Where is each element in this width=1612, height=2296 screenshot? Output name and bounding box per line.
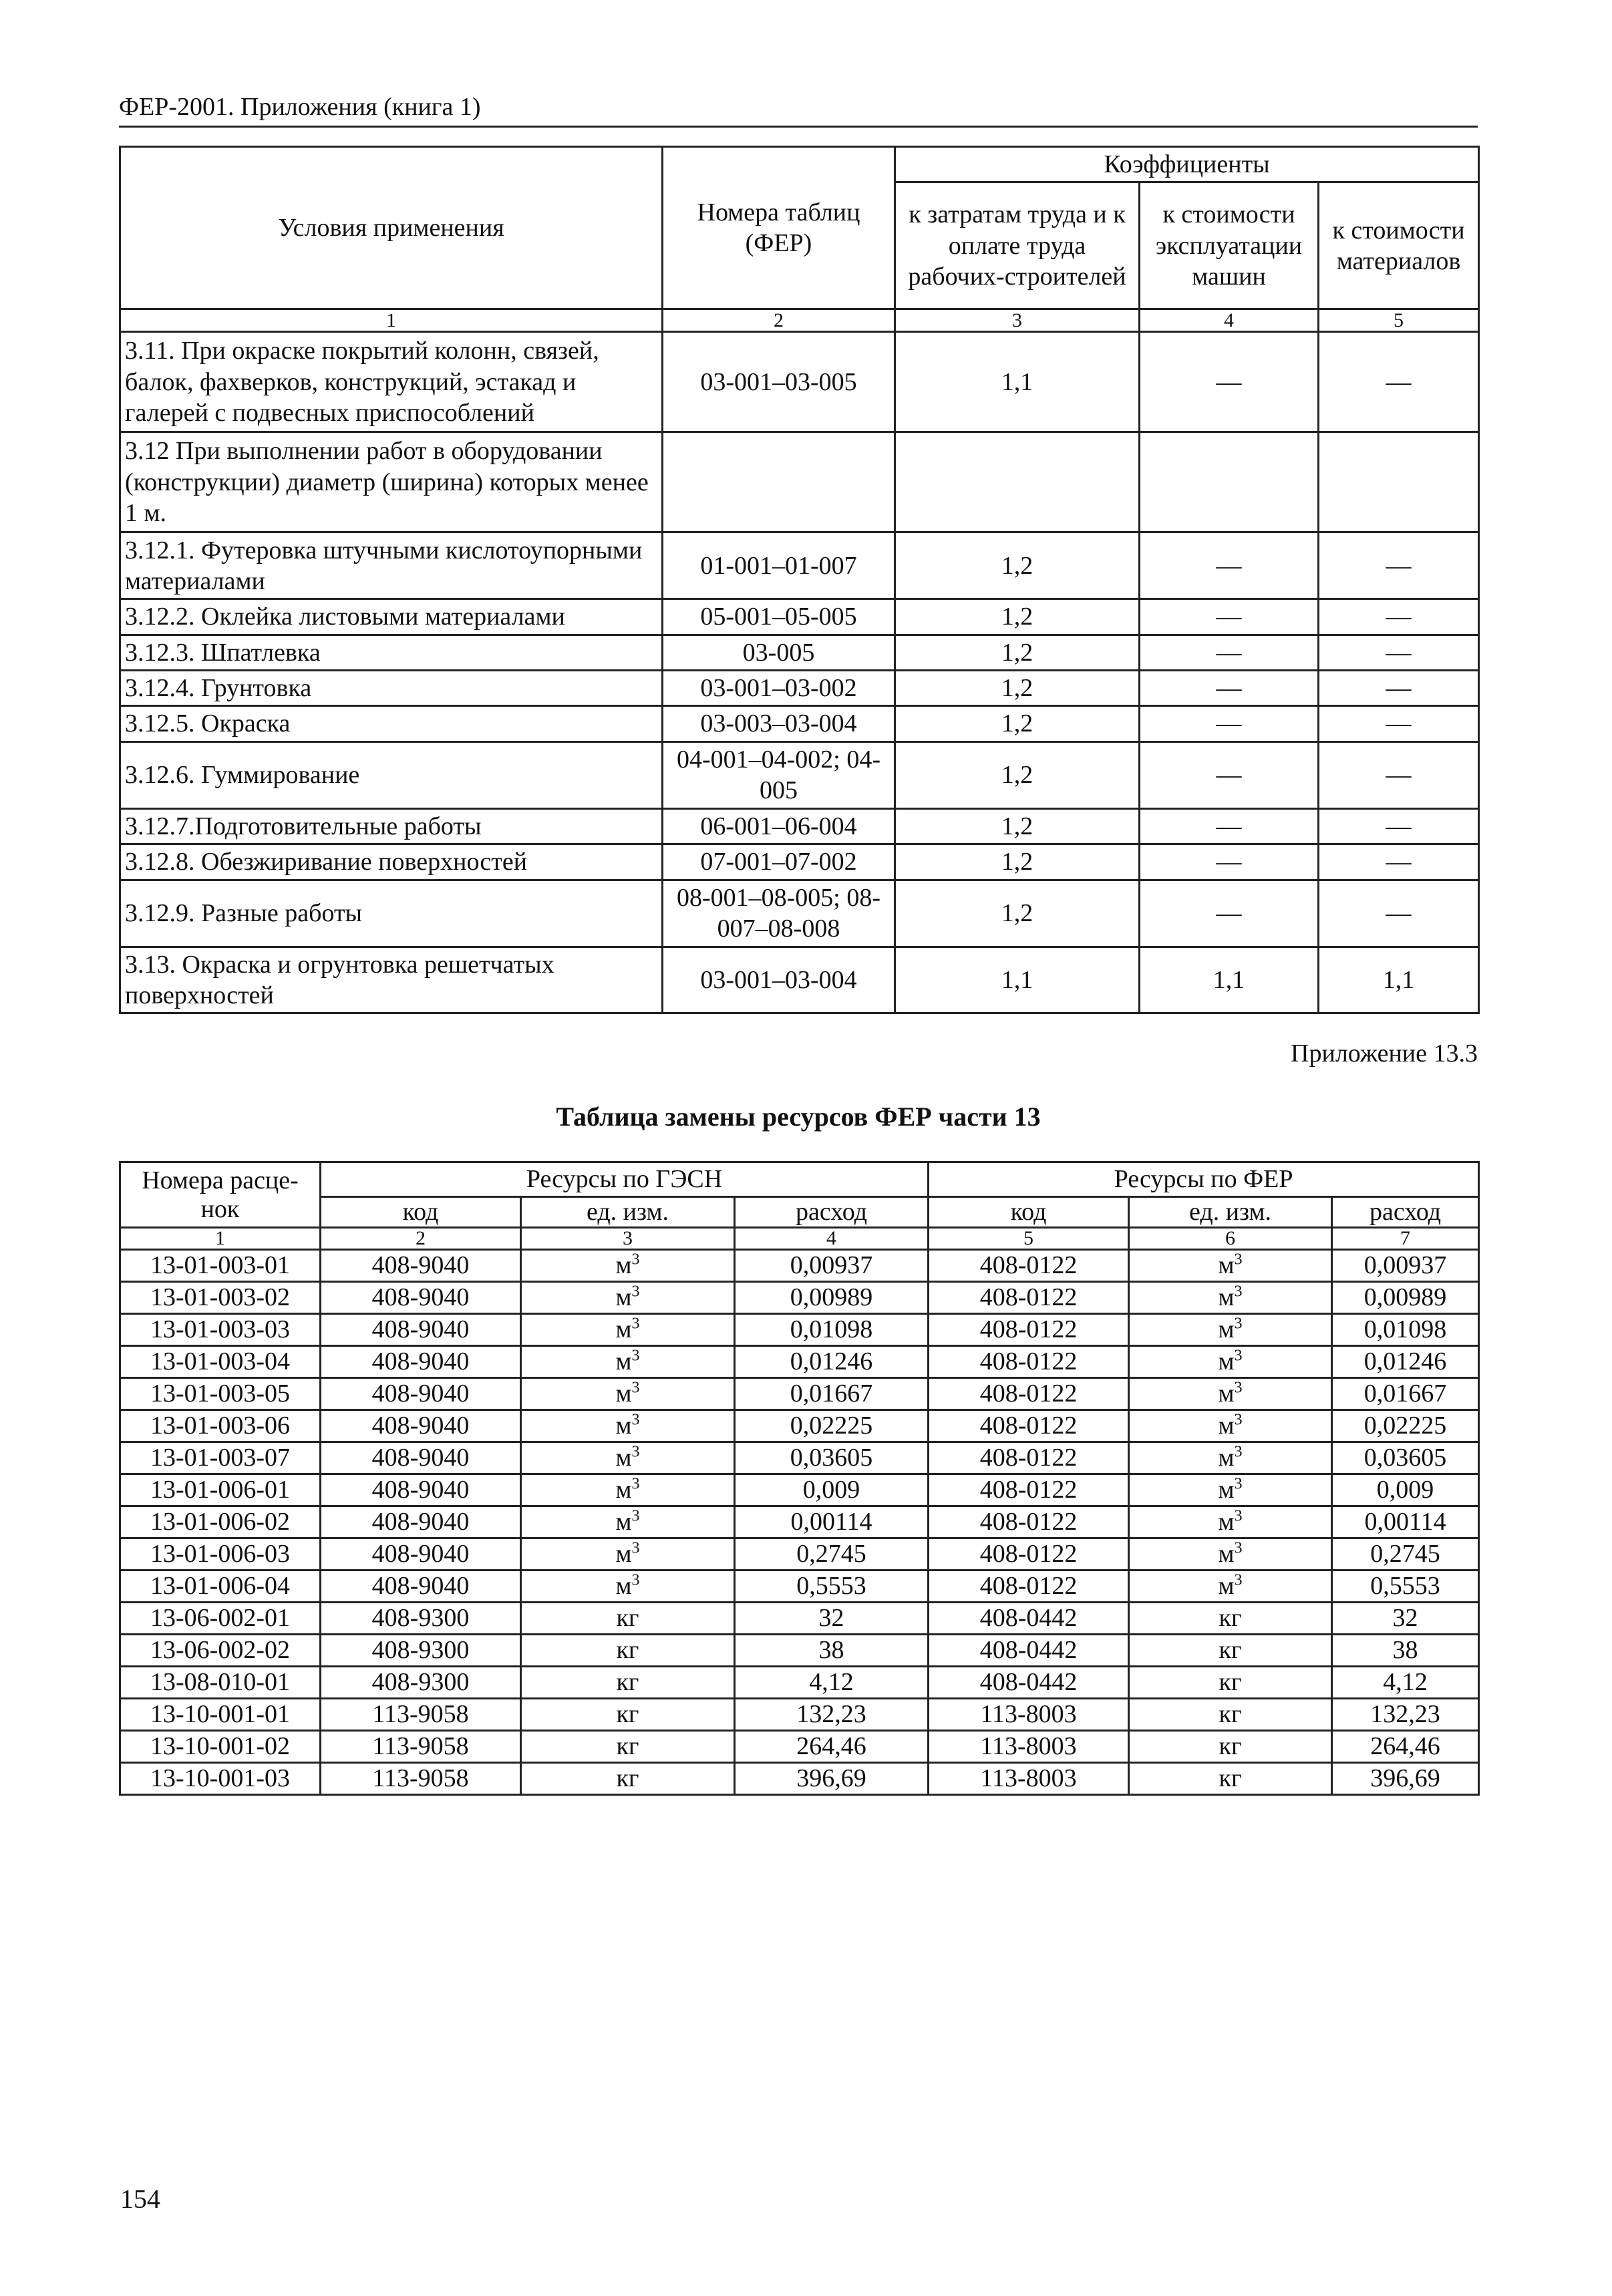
table-numbers-cell: 01-001–01-007 (663, 532, 895, 599)
col-header-consumption: расход (1332, 1197, 1479, 1228)
gesn-unit-cell (521, 1763, 735, 1795)
materials-coefficient-cell: — (1319, 880, 1479, 947)
col-number: 2 (663, 309, 895, 332)
fer-unit-cell (1129, 1506, 1332, 1538)
table-row (120, 1667, 1479, 1699)
rate-number-cell: 13-10-001-03 (120, 1763, 321, 1795)
rate-number-cell: 13-01-003-05 (120, 1378, 321, 1410)
gesn-consumption-cell: 0,03605 (735, 1442, 929, 1474)
unit-text: кг (616, 1764, 639, 1793)
gesn-consumption-cell: 38 (735, 1635, 929, 1667)
group-header-gesn: Ресурсы по ГЭСН (321, 1162, 929, 1197)
gesn-consumption-cell: 32 (735, 1603, 929, 1635)
materials-coefficient-cell: — (1319, 599, 1479, 635)
col-number: 1 (120, 309, 663, 332)
table-row (120, 1571, 1479, 1603)
fer-code-cell: 408-0122 (929, 1250, 1129, 1282)
gesn-consumption-cell: 0,2745 (735, 1538, 929, 1571)
table-row (120, 947, 1479, 1013)
unit-text: м (1218, 1347, 1235, 1376)
table-row (120, 1410, 1479, 1442)
unit-exponent: 3 (631, 1539, 640, 1557)
col-header-materials: к стоимости материалов (1319, 182, 1479, 309)
gesn-code-cell: 408-9300 (321, 1635, 521, 1667)
condition-cell: 3.12.7.Подготовительные работы (120, 808, 663, 844)
gesn-code-cell: 113-9058 (321, 1699, 521, 1731)
unit-exponent: 3 (1234, 1507, 1243, 1525)
gesn-code-cell: 408-9040 (321, 1282, 521, 1314)
col-header-code: код (929, 1197, 1129, 1228)
page-number: 154 (120, 2184, 160, 2214)
table-numbers-cell: 03-001–03-002 (663, 671, 895, 706)
col-number: 5 (1319, 309, 1479, 332)
fer-code-cell: 408-0122 (929, 1410, 1129, 1442)
fer-code-cell: 113-8003 (929, 1699, 1129, 1731)
fer-consumption-cell: 0,2745 (1332, 1538, 1479, 1571)
fer-code-cell: 408-0122 (929, 1442, 1129, 1474)
gesn-consumption-cell: 0,5553 (735, 1571, 929, 1603)
unit-text: м (1218, 1283, 1235, 1312)
unit-exponent: 3 (1234, 1443, 1243, 1461)
fer-unit-cell (1129, 1538, 1332, 1571)
unit-exponent: 3 (631, 1443, 640, 1461)
materials-coefficient-cell: 1,1 (1319, 947, 1479, 1013)
gesn-consumption-cell: 0,02225 (735, 1410, 929, 1442)
fer-unit-cell (1129, 1603, 1332, 1635)
table-numbers-cell: 08-001–08-005; 08-007–08-008 (663, 880, 895, 947)
col-header-consumption: расход (735, 1197, 929, 1228)
unit-text: м (615, 1283, 632, 1312)
machines-coefficient-cell: — (1140, 706, 1319, 742)
table-row (120, 706, 1479, 742)
fer-consumption-cell: 396,69 (1332, 1763, 1479, 1795)
table-row (120, 1731, 1479, 1763)
fer-unit-cell (1129, 1635, 1332, 1667)
rate-number-cell: 13-10-001-01 (120, 1699, 321, 1731)
condition-cell: 3.12.6. Гуммирование (120, 742, 663, 808)
rate-number-cell: 13-01-003-02 (120, 1282, 321, 1314)
unit-text: м (1218, 1508, 1235, 1536)
gesn-unit-cell (521, 1635, 735, 1667)
unit-text: кг (616, 1668, 639, 1697)
fer-code-cell: 408-0442 (929, 1635, 1129, 1667)
col-number: 2 (321, 1228, 521, 1250)
table-row (120, 1538, 1479, 1571)
table-row (120, 1474, 1479, 1506)
gesn-consumption-cell: 264,46 (735, 1731, 929, 1763)
unit-text: м (615, 1251, 632, 1280)
fer-consumption-cell: 0,03605 (1332, 1442, 1479, 1474)
table-row (120, 1378, 1479, 1410)
gesn-consumption-cell: 4,12 (735, 1667, 929, 1699)
unit-exponent: 3 (631, 1347, 640, 1365)
gesn-consumption-cell: 0,00114 (735, 1506, 929, 1538)
fer-code-cell: 408-0122 (929, 1346, 1129, 1378)
fer-unit-cell (1129, 1442, 1332, 1474)
table-numbers-cell: 07-001–07-002 (663, 844, 895, 880)
gesn-code-cell: 408-9040 (321, 1346, 521, 1378)
gesn-code-cell: 408-9040 (321, 1538, 521, 1571)
condition-cell: 3.12.4. Грунтовка (120, 671, 663, 706)
machines-coefficient-cell: — (1140, 635, 1319, 670)
unit-text: м (1218, 1444, 1235, 1472)
col-header-coefficients: Коэффициенты (895, 147, 1479, 182)
gesn-unit-cell (521, 1506, 735, 1538)
unit-exponent: 3 (631, 1379, 640, 1397)
table-numbers-cell: 06-001–06-004 (663, 808, 895, 844)
materials-coefficient-cell: — (1319, 706, 1479, 742)
condition-cell: 3.12 При выполнении работ в оборудовании (конструкции) диаметр (ширина) которых менее 1 м. (120, 432, 663, 532)
gesn-unit-cell (521, 1538, 735, 1571)
gesn-consumption-cell: 0,01667 (735, 1378, 929, 1410)
fer-unit-cell (1129, 1763, 1332, 1795)
gesn-unit-cell (521, 1667, 735, 1699)
unit-text: м (1218, 1540, 1235, 1569)
gesn-code-cell: 408-9040 (321, 1442, 521, 1474)
rate-number-cell: 13-10-001-02 (120, 1731, 321, 1763)
rate-number-cell: 13-01-006-01 (120, 1474, 321, 1506)
unit-exponent: 3 (1234, 1571, 1243, 1589)
unit-text: кг (1219, 1700, 1242, 1729)
labor-coefficient-cell: 1,2 (895, 706, 1140, 742)
table-numbers-cell: 04-001–04-002; 04-005 (663, 742, 895, 808)
unit-text: м (615, 1315, 632, 1344)
labor-coefficient-cell: 1,2 (895, 671, 1140, 706)
fer-unit-cell (1129, 1474, 1332, 1506)
col-header-unit: ед. изм. (1129, 1197, 1332, 1228)
col-header-rate-numbers: Номера расце-нок (120, 1162, 321, 1228)
table-numbers-cell: 03-001–03-004 (663, 947, 895, 1013)
gesn-consumption-cell: 0,009 (735, 1474, 929, 1506)
table-row (120, 1763, 1479, 1795)
unit-text: кг (1219, 1732, 1242, 1761)
materials-coefficient-cell: — (1319, 844, 1479, 880)
rate-number-cell: 13-01-003-03 (120, 1314, 321, 1346)
fer-code-cell: 408-0122 (929, 1474, 1129, 1506)
unit-text: м (615, 1572, 632, 1601)
fer-unit-cell (1129, 1571, 1332, 1603)
gesn-code-cell: 408-9040 (321, 1314, 521, 1346)
unit-text: кг (616, 1636, 639, 1665)
rate-number-cell: 13-06-002-02 (120, 1635, 321, 1667)
fer-consumption-cell: 0,01667 (1332, 1378, 1479, 1410)
col-number: 5 (929, 1228, 1129, 1250)
gesn-code-cell: 408-9040 (321, 1410, 521, 1442)
appendix-label: Приложение 13.3 (1291, 1039, 1478, 1068)
table-row (120, 1346, 1479, 1378)
col-header-table-numbers: Номера таблиц (ФЕР) (663, 147, 895, 309)
gesn-unit-cell (521, 1314, 735, 1346)
table-row (120, 1699, 1479, 1731)
table-row (120, 635, 1479, 670)
machines-coefficient-cell (1140, 432, 1319, 532)
gesn-unit-cell (521, 1442, 735, 1474)
materials-coefficient-cell: — (1319, 808, 1479, 844)
unit-text: м (1218, 1476, 1235, 1504)
unit-text: м (1218, 1315, 1235, 1344)
materials-coefficient-cell (1319, 432, 1479, 532)
table-row (120, 742, 1479, 808)
materials-coefficient-cell: — (1319, 635, 1479, 670)
fer-unit-cell (1129, 1731, 1332, 1763)
gesn-unit-cell (521, 1250, 735, 1282)
table-numbers-cell: 03-001–03-005 (663, 332, 895, 432)
fer-code-cell: 113-8003 (929, 1731, 1129, 1763)
gesn-code-cell: 408-9040 (321, 1506, 521, 1538)
labor-coefficient-cell: 1,2 (895, 599, 1140, 635)
materials-coefficient-cell: — (1319, 671, 1479, 706)
unit-exponent: 3 (631, 1475, 640, 1493)
fer-unit-cell (1129, 1667, 1332, 1699)
machines-coefficient-cell: — (1140, 880, 1319, 947)
gesn-code-cell: 408-9300 (321, 1667, 521, 1699)
resource-replacement-table (119, 1161, 1480, 1796)
unit-text: кг (616, 1732, 639, 1761)
gesn-code-cell: 408-9300 (321, 1603, 521, 1635)
unit-text: кг (616, 1604, 639, 1633)
gesn-consumption-cell: 396,69 (735, 1763, 929, 1795)
gesn-consumption-cell: 0,01098 (735, 1314, 929, 1346)
gesn-unit-cell (521, 1731, 735, 1763)
unit-exponent: 3 (631, 1571, 640, 1589)
rate-number-cell: 13-01-003-04 (120, 1346, 321, 1378)
col-header-labor: к затратам труда и к оплате труда рабочих-строителей (895, 182, 1140, 309)
unit-exponent: 3 (1234, 1251, 1243, 1269)
unit-exponent: 3 (631, 1315, 640, 1333)
machines-coefficient-cell: — (1140, 532, 1319, 599)
gesn-consumption-cell: 0,00937 (735, 1250, 929, 1282)
running-header: ФЕР-2001. Приложения (книга 1) (119, 92, 1478, 128)
table-row (120, 1314, 1479, 1346)
table-row (120, 844, 1479, 880)
gesn-consumption-cell: 0,01246 (735, 1346, 929, 1378)
unit-exponent: 3 (1234, 1347, 1243, 1365)
materials-coefficient-cell: — (1319, 332, 1479, 432)
gesn-code-cell: 113-9058 (321, 1763, 521, 1795)
table-row (120, 1282, 1479, 1314)
fer-code-cell: 408-0122 (929, 1282, 1129, 1314)
fer-code-cell: 408-0122 (929, 1314, 1129, 1346)
fer-consumption-cell: 0,00937 (1332, 1250, 1479, 1282)
unit-exponent: 3 (1234, 1315, 1243, 1333)
fer-code-cell: 408-0122 (929, 1506, 1129, 1538)
fer-unit-cell (1129, 1346, 1332, 1378)
fer-consumption-cell: 0,00989 (1332, 1282, 1479, 1314)
fer-consumption-cell: 32 (1332, 1603, 1479, 1635)
labor-coefficient-cell: 1,2 (895, 844, 1140, 880)
condition-cell: 3.12.1. Футеровка штучными кислотоупорными материалами (120, 532, 663, 599)
fer-unit-cell (1129, 1699, 1332, 1731)
gesn-unit-cell (521, 1699, 735, 1731)
unit-text: кг (616, 1700, 639, 1729)
gesn-code-cell: 408-9040 (321, 1250, 521, 1282)
rate-number-cell: 13-01-003-06 (120, 1410, 321, 1442)
unit-text: м (615, 1347, 632, 1376)
rate-number-cell: 13-08-010-01 (120, 1667, 321, 1699)
fer-consumption-cell: 4,12 (1332, 1667, 1479, 1699)
table-row (120, 532, 1479, 599)
machines-coefficient-cell: — (1140, 742, 1319, 808)
unit-text: кг (1219, 1604, 1242, 1633)
materials-coefficient-cell: — (1319, 532, 1479, 599)
fer-code-cell: 113-8003 (929, 1763, 1129, 1795)
rate-number-cell: 13-01-003-07 (120, 1442, 321, 1474)
table-row (120, 1250, 1479, 1282)
fer-consumption-cell: 38 (1332, 1635, 1479, 1667)
labor-coefficient-cell: 1,2 (895, 808, 1140, 844)
col-header-conditions: Условия применения (120, 147, 663, 309)
gesn-code-cell: 408-9040 (321, 1474, 521, 1506)
table-row (120, 880, 1479, 947)
col-header-unit: ед. изм. (521, 1197, 735, 1228)
rate-number-cell: 13-01-006-04 (120, 1571, 321, 1603)
table-row (120, 432, 1479, 532)
gesn-code-cell: 113-9058 (321, 1731, 521, 1763)
group-header-fer: Ресурсы по ФЕР (929, 1162, 1479, 1197)
fer-unit-cell (1129, 1410, 1332, 1442)
labor-coefficient-cell: 1,2 (895, 880, 1140, 947)
condition-cell: 3.13. Окраска и огрунтовка решетчатых поверхностей (120, 947, 663, 1013)
fer-unit-cell (1129, 1282, 1332, 1314)
unit-text: кг (1219, 1764, 1242, 1793)
fer-consumption-cell: 0,01098 (1332, 1314, 1479, 1346)
condition-cell: 3.12.8. Обезжиривание поверхностей (120, 844, 663, 880)
gesn-unit-cell (521, 1378, 735, 1410)
table-numbers-cell: 05-001–05-005 (663, 599, 895, 635)
table-row (120, 1442, 1479, 1474)
table-row (120, 1635, 1479, 1667)
fer-code-cell: 408-0122 (929, 1378, 1129, 1410)
col-number: 1 (120, 1228, 321, 1250)
gesn-unit-cell (521, 1571, 735, 1603)
gesn-unit-cell (521, 1346, 735, 1378)
table-row (120, 671, 1479, 706)
unit-text: м (1218, 1572, 1235, 1601)
machines-coefficient-cell: — (1140, 599, 1319, 635)
unit-text: м (615, 1444, 632, 1472)
gesn-unit-cell (521, 1603, 735, 1635)
table-row (120, 599, 1479, 635)
fer-unit-cell (1129, 1314, 1332, 1346)
fer-consumption-cell: 0,02225 (1332, 1410, 1479, 1442)
col-number: 4 (735, 1228, 929, 1250)
col-number: 4 (1140, 309, 1319, 332)
unit-exponent: 3 (631, 1251, 640, 1269)
fer-code-cell: 408-0442 (929, 1667, 1129, 1699)
materials-coefficient-cell: — (1319, 742, 1479, 808)
rate-number-cell: 13-06-002-01 (120, 1603, 321, 1635)
gesn-unit-cell (521, 1410, 735, 1442)
unit-text: кг (1219, 1668, 1242, 1697)
table-row (120, 332, 1479, 432)
labor-coefficient-cell (895, 432, 1140, 532)
unit-text: м (1218, 1412, 1235, 1440)
unit-text: м (615, 1379, 632, 1408)
table-row (120, 1603, 1479, 1635)
condition-cell: 3.11. При окраске покрытий колонн, связей, балок, фахверков, конструкций, эстакад и галерей с подвесных приспособлений (120, 332, 663, 432)
unit-text: м (615, 1476, 632, 1504)
fer-consumption-cell: 0,00114 (1332, 1506, 1479, 1538)
unit-exponent: 3 (631, 1507, 640, 1525)
unit-exponent: 3 (1234, 1475, 1243, 1493)
table-numbers-cell (663, 432, 895, 532)
col-header-code: код (321, 1197, 521, 1228)
machines-coefficient-cell: — (1140, 671, 1319, 706)
rate-number-cell: 13-01-006-02 (120, 1506, 321, 1538)
rate-number-cell: 13-01-006-03 (120, 1538, 321, 1571)
fer-unit-cell (1129, 1378, 1332, 1410)
condition-cell: 3.12.5. Окраска (120, 706, 663, 742)
col-number: 7 (1332, 1228, 1479, 1250)
col-header-machines: к стоимости эксплуатации машин (1140, 182, 1319, 309)
unit-text: м (1218, 1251, 1235, 1280)
table-title: Таблица замены ресурсов ФЕР части 13 (556, 1102, 1041, 1132)
condition-cell: 3.12.2. Оклейка листовыми материалами (120, 599, 663, 635)
gesn-code-cell: 408-9040 (321, 1571, 521, 1603)
unit-text: м (615, 1508, 632, 1536)
labor-coefficient-cell: 1,2 (895, 532, 1140, 599)
rate-number-cell: 13-01-003-01 (120, 1250, 321, 1282)
labor-coefficient-cell: 1,2 (895, 635, 1140, 670)
table-row (120, 808, 1479, 844)
unit-exponent: 3 (631, 1283, 640, 1301)
gesn-code-cell: 408-9040 (321, 1378, 521, 1410)
table-row (120, 1506, 1479, 1538)
machines-coefficient-cell: — (1140, 844, 1319, 880)
gesn-consumption-cell: 0,00989 (735, 1282, 929, 1314)
unit-exponent: 3 (1234, 1539, 1243, 1557)
condition-cell: 3.12.9. Разные работы (120, 880, 663, 947)
fer-consumption-cell: 0,01246 (1332, 1346, 1479, 1378)
unit-text: кг (1219, 1636, 1242, 1665)
labor-coefficient-cell: 1,1 (895, 947, 1140, 1013)
gesn-unit-cell (521, 1282, 735, 1314)
labor-coefficient-cell: 1,2 (895, 742, 1140, 808)
unit-text: м (1218, 1379, 1235, 1408)
fer-code-cell: 408-0122 (929, 1571, 1129, 1603)
machines-coefficient-cell: — (1140, 808, 1319, 844)
table-numbers-cell: 03-003–03-004 (663, 706, 895, 742)
fer-consumption-cell: 0,5553 (1332, 1571, 1479, 1603)
unit-exponent: 3 (1234, 1379, 1243, 1397)
unit-text: м (615, 1412, 632, 1440)
table-numbers-cell: 03-005 (663, 635, 895, 670)
unit-exponent: 3 (631, 1411, 640, 1429)
fer-unit-cell (1129, 1250, 1332, 1282)
gesn-consumption-cell: 132,23 (735, 1699, 929, 1731)
fer-consumption-cell: 264,46 (1332, 1731, 1479, 1763)
unit-exponent: 3 (1234, 1411, 1243, 1429)
col-number: 3 (521, 1228, 735, 1250)
coefficients-table (119, 146, 1480, 1014)
fer-code-cell: 408-0122 (929, 1538, 1129, 1571)
unit-text: м (615, 1540, 632, 1569)
machines-coefficient-cell: 1,1 (1140, 947, 1319, 1013)
condition-cell: 3.12.3. Шпатлевка (120, 635, 663, 670)
labor-coefficient-cell: 1,1 (895, 332, 1140, 432)
machines-coefficient-cell: — (1140, 332, 1319, 432)
col-number: 6 (1129, 1228, 1332, 1250)
fer-code-cell: 408-0442 (929, 1603, 1129, 1635)
fer-consumption-cell: 0,009 (1332, 1474, 1479, 1506)
fer-consumption-cell: 132,23 (1332, 1699, 1479, 1731)
col-number: 3 (895, 309, 1140, 332)
unit-exponent: 3 (1234, 1283, 1243, 1301)
gesn-unit-cell (521, 1474, 735, 1506)
